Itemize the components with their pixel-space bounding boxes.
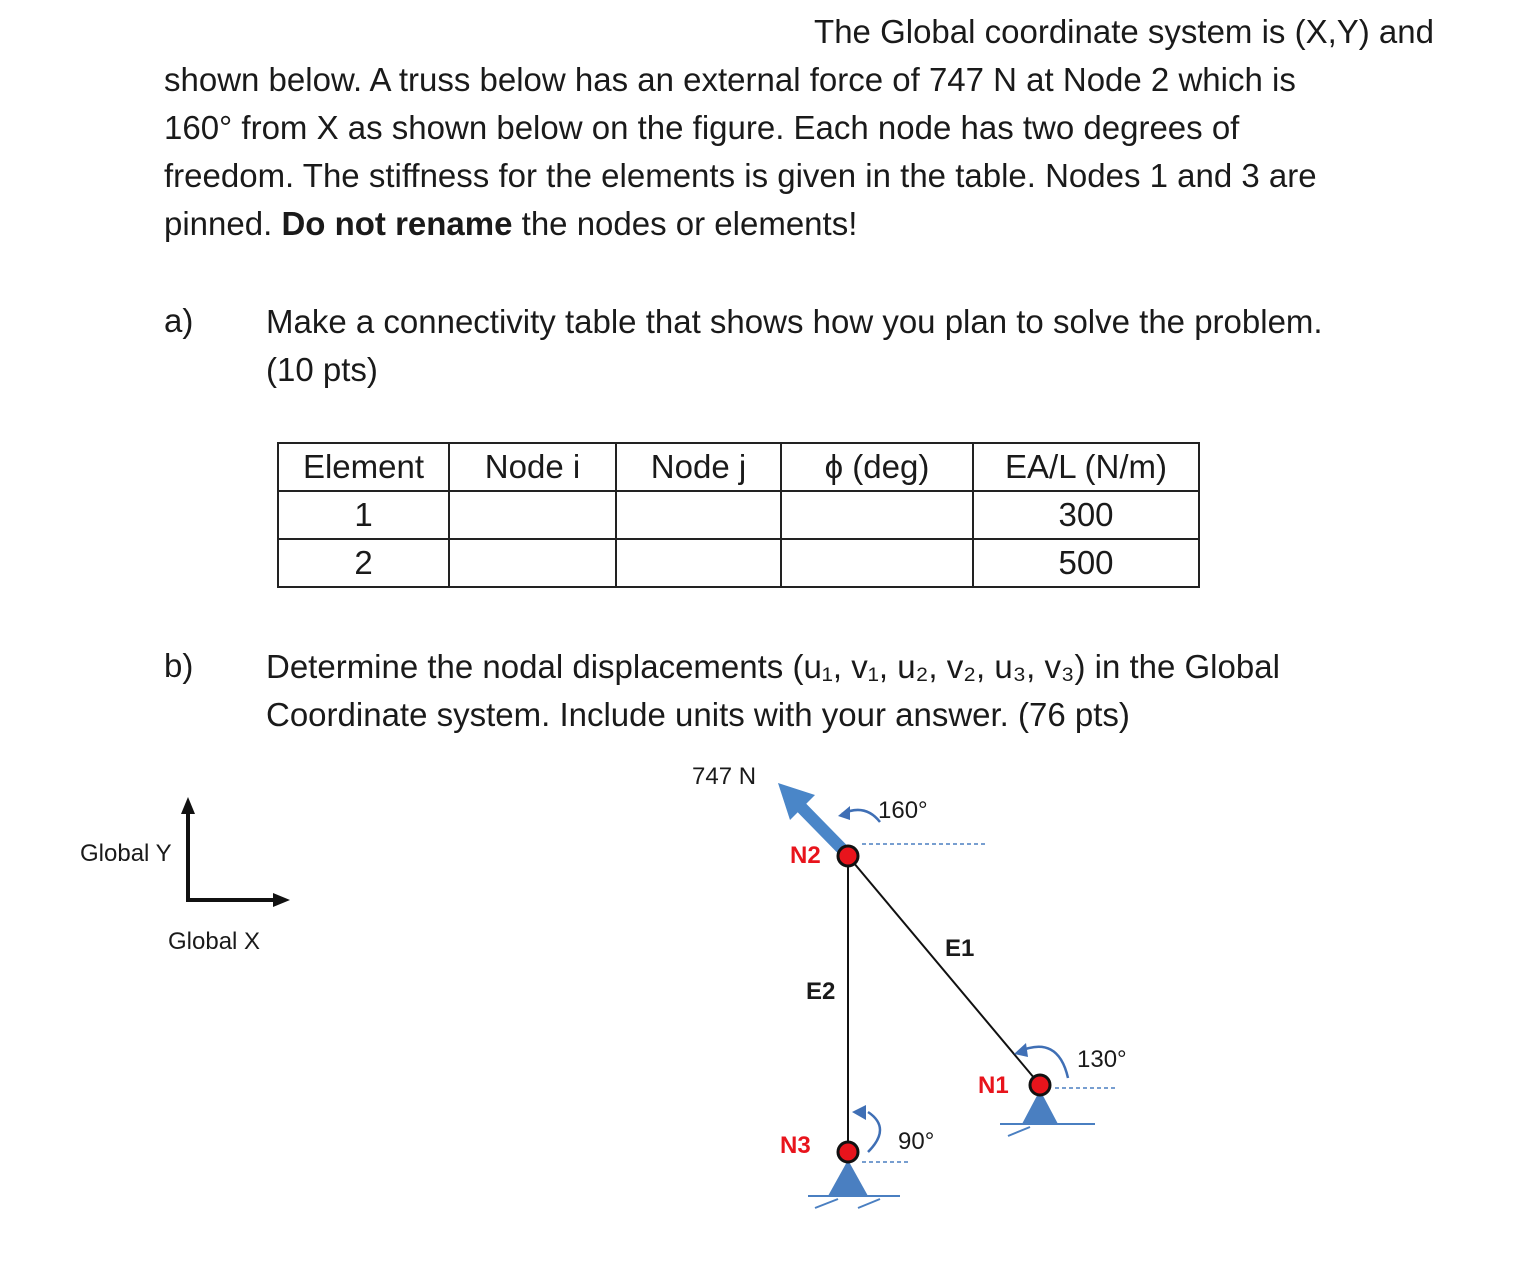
cell-element: 1 [278, 491, 449, 539]
angle-arc-90 [868, 1112, 880, 1152]
node-label-n1: N1 [978, 1072, 1009, 1099]
angle-arc-160-arrow-icon [838, 806, 850, 820]
global-x-label: Global X [168, 928, 261, 955]
x-axis-arrow-icon [273, 893, 290, 907]
node-n1 [1030, 1075, 1050, 1095]
header-element: Element [278, 443, 449, 491]
node-label-n3: N3 [780, 1132, 811, 1159]
header-ea-l: EA/L (N/m) [973, 443, 1199, 491]
part-a-line-1: Make a connectivity table that shows how you plan to solve the problem. [266, 303, 1323, 340]
support-n3 [808, 1160, 900, 1208]
global-axes [181, 797, 290, 907]
element-label-e1: E1 [945, 935, 975, 962]
force-label: 747 N [692, 763, 757, 790]
part-b-line-1: Determine the nodal displacements (u₁, v₁, u₂, v₂, u₃, v₃) in the Global [266, 648, 1280, 685]
global-y-label: Global Y [80, 840, 172, 867]
intro-last-bold: Do not rename [281, 205, 513, 242]
part-b-label: b) [164, 647, 194, 684]
angle-label-130: 130° [1077, 1046, 1127, 1073]
intro-line-4: freedom. The stiffness for the elements is given in the table. Nodes 1 and 3 are [164, 157, 1317, 194]
support-n1 [1000, 1090, 1095, 1136]
node-label-n2: N2 [790, 842, 821, 869]
angle-label-90: 90° [898, 1128, 935, 1155]
cell-ea-l: 500 [973, 539, 1199, 587]
element-label-e2: E2 [806, 978, 836, 1005]
angle-arc-90-arrow-icon [852, 1105, 866, 1120]
y-axis-arrow-icon [181, 797, 195, 814]
intro-line-1: The Global coordinate system is (X,Y) and [814, 13, 1434, 50]
node-n2 [838, 846, 858, 866]
part-b-line-2: Coordinate system. Include units with your answer. (76 pts) [266, 696, 1130, 733]
cell-ea-l: 300 [973, 491, 1199, 539]
element-e1 [848, 856, 1040, 1085]
angle-arc-130-arrow-icon [1014, 1043, 1028, 1057]
intro-line-2: shown below. A truss below has an external force of 747 N at Node 2 which is [164, 61, 1296, 98]
part-a-label: a) [164, 302, 194, 339]
part-a-line-2: (10 pts) [266, 351, 378, 388]
intro-last-prefix: pinned. [164, 205, 282, 242]
header-node-i: Node i [449, 443, 616, 491]
header-phi: ϕ (deg) [781, 443, 973, 491]
header-node-j: Node j [616, 443, 781, 491]
node-n3 [838, 1142, 858, 1162]
cell-element: 2 [278, 539, 449, 587]
intro-last-suffix: the nodes or elements! [512, 205, 858, 242]
angle-label-160: 160° [878, 797, 928, 824]
intro-line-3: 160° from X as shown below on the figure. Each node has two degrees of [164, 109, 1240, 146]
